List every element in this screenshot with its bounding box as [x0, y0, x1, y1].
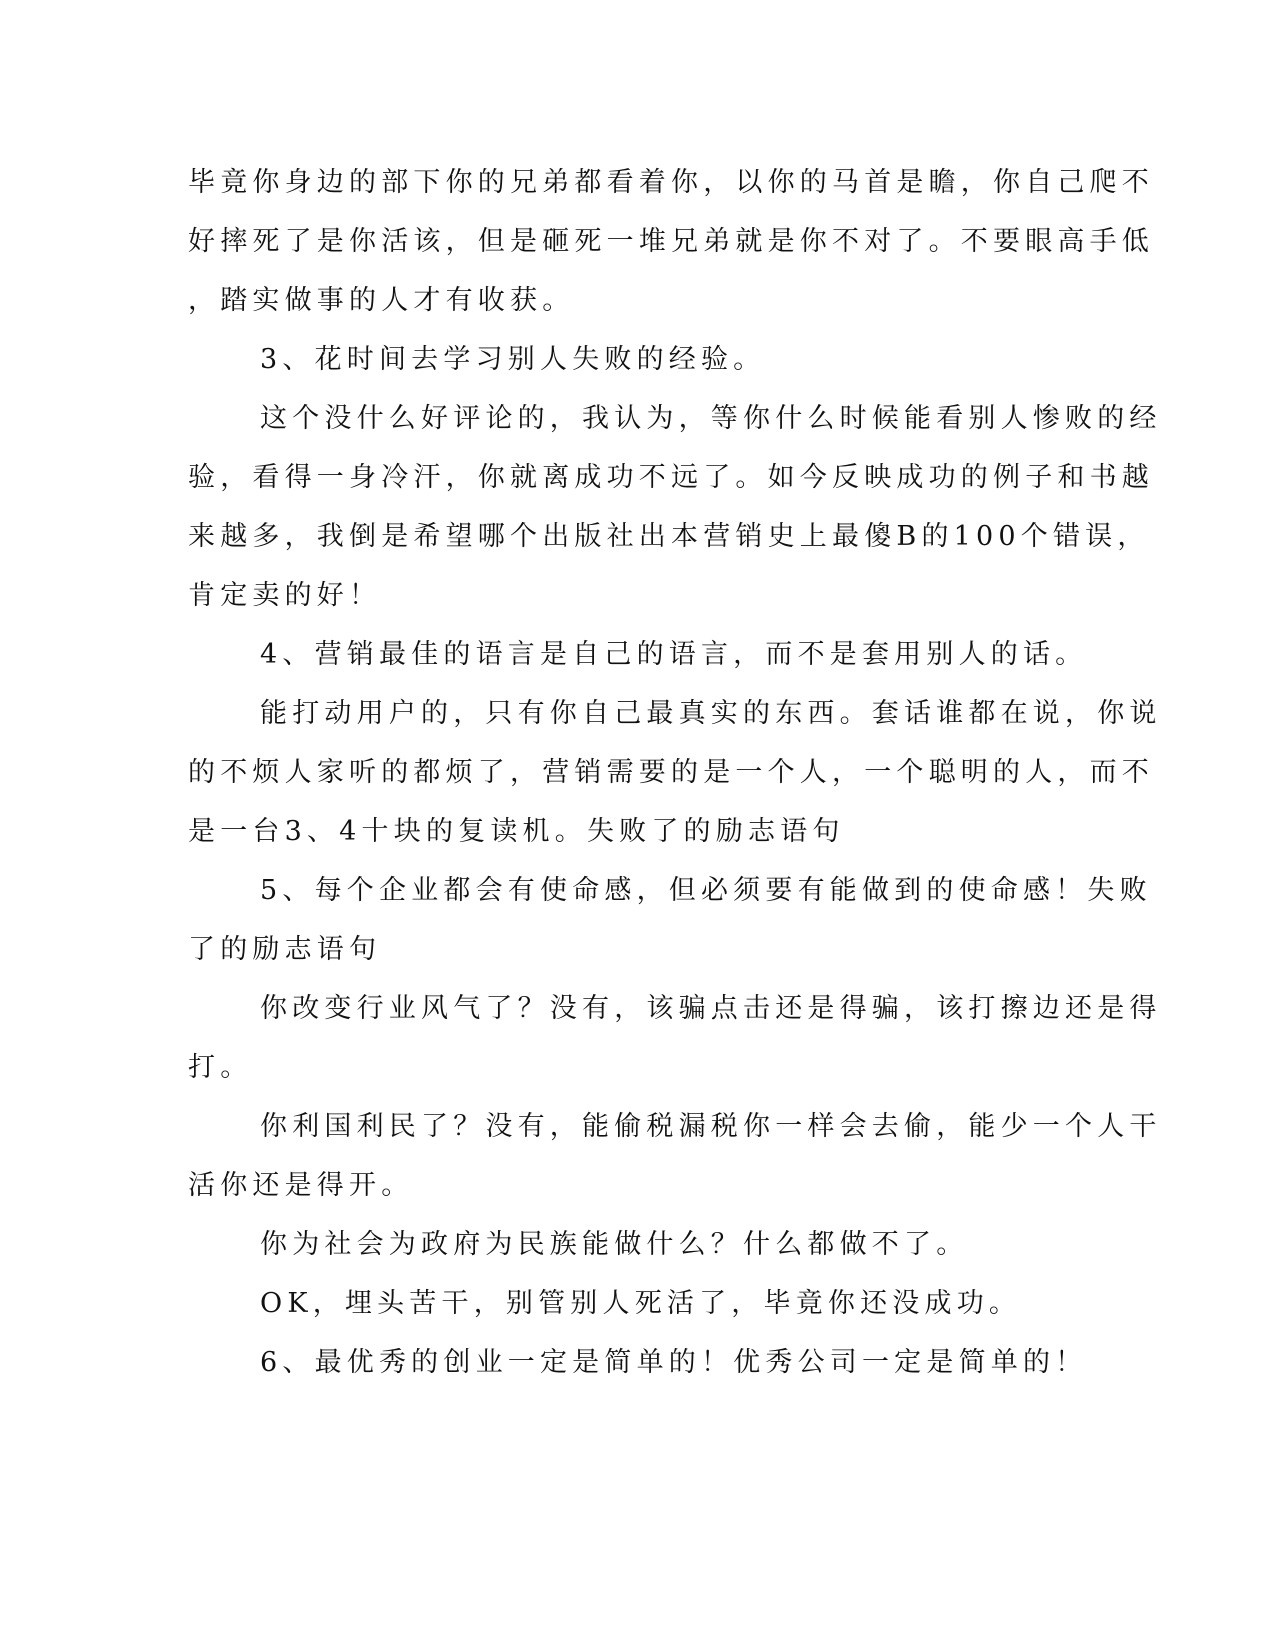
text-line: 来越多，我倒是希望哪个出版社出本营销史上最傻B的100个错误，	[188, 521, 1150, 552]
paragraph-start: 这个没什么好评论的，我认为，等你什么时候能看别人惨败的经	[260, 403, 1162, 434]
paragraph-start: 能打动用户的，只有你自己最真实的东西。套话谁都在说，你说	[260, 698, 1162, 729]
list-item-heading: 3、花时间去学习别人失败的经验。	[260, 344, 766, 375]
list-item-heading: 4、营销最佳的语言是自己的语言，而不是套用别人的话。	[260, 639, 1088, 670]
text-line: 肯定卖的好！	[188, 580, 382, 611]
paragraph-start: 你改变行业风气了？没有，该骗点击还是得骗，该打擦边还是得	[260, 993, 1162, 1024]
text-line: 活你还是得开。	[188, 1170, 414, 1201]
text-line: 是一台3、4十块的复读机。失败了的励志语句	[188, 816, 845, 847]
text-line: ，踏实做事的人才有收获。	[188, 285, 575, 316]
list-item-heading: 5、每个企业都会有使命感，但必须要有能做到的使命感！失败	[260, 875, 1152, 906]
text-line: 验，看得一身冷汗，你就离成功不远了。如今反映成功的例子和书越	[188, 462, 1154, 493]
paragraph-start: OK，埋头苦干，别管别人死活了，毕竟你还没成功。	[260, 1288, 1022, 1319]
paragraph-start: 你为社会为政府为民族能做什么？什么都做不了。	[260, 1229, 969, 1260]
text-line: 毕竟你身边的部下你的兄弟都看着你，以你的马首是瞻，你自己爬不	[188, 167, 1154, 198]
text-line: 的不烦人家听的都烦了，营销需要的是一个人，一个聪明的人，而不	[188, 757, 1154, 788]
text-line: 了的励志语句	[188, 934, 382, 965]
text-line: 好摔死了是你活该，但是砸死一堆兄弟就是你不对了。不要眼高手低	[188, 226, 1154, 257]
paragraph-start: 你利国利民了？没有，能偷税漏税你一样会去偷，能少一个人干	[260, 1111, 1162, 1142]
text-line: 打。	[188, 1052, 253, 1083]
list-item-heading: 6、最优秀的创业一定是简单的！优秀公司一定是简单的！	[260, 1347, 1088, 1378]
